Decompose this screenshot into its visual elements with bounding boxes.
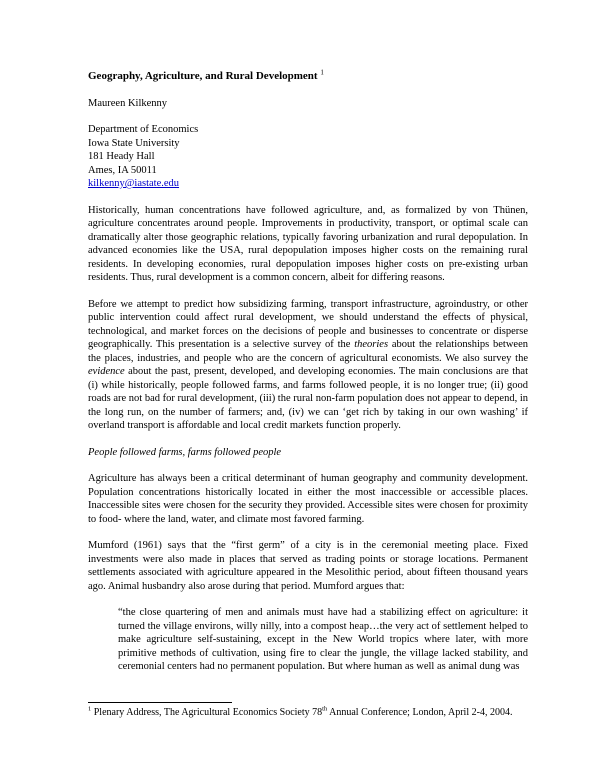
paragraph-agriculture: Agriculture has always been a critical determinant of human geography and community development. Population concentrations historically located in either the most inaccessible or accessible places. Inaccessible sites were chosen for the security they provided. Accessible sites were chosen for proximity to food- where the land, water, and climate most favored farming. bbox=[88, 473, 528, 525]
paragraph-survey bbox=[88, 298, 528, 433]
section-heading: People followed farms, farms followed people bbox=[88, 446, 282, 458]
footnote-text-after: Annual Conference; London, April 2-4, 2004. bbox=[327, 707, 513, 718]
author-address bbox=[88, 123, 528, 191]
footnote bbox=[88, 706, 528, 719]
address-university: Iowa State University bbox=[88, 137, 180, 149]
paragraph-mumford: Mumford (1961) says that the “first germ” of a city is in the ceremonial meeting place. Fixed investments were also made in places that served as trading points or storage locations. Permanent settlements associated with agriculture appeared in the Mesolithic period, about fifteen thousand years ago. Animal husbandry also arose during that period. Mumford argues that: bbox=[88, 540, 528, 592]
paragraph-abstract: Historically, human concentrations have followed agriculture, and, as formalized by von Thünen, agriculture concentrates around people. Improvements in productivity, transport, or optimal scale can dramatically alter those geographic relations, typically favoring urbanization and rural depopulation. In advanced economies like the USA, rural depopulation imposes higher costs on the remaining rural residents. In developing economies, rural depopulation imposes higher costs on pre-existing urban residents. Thus, rural development is a common concern, albeit for differing reasons. bbox=[88, 204, 528, 283]
footnote-ordinal: th bbox=[322, 705, 328, 713]
block-quote: “the close quartering of men and animals must have had a stabilizing effect on agriculture: it turned the village environs, willy nilly, into a compost heap…the very act of settlement helped to make agriculture self-sustaining, except in the New World tropics where later, with more primitive methods of cultivation, using fire to clear the jungle, the village lacked stability, and ceremonial centers had no permanent population. But where human as well as animal dung was bbox=[118, 607, 528, 672]
footnote-marker: 1 bbox=[88, 705, 92, 713]
address-street: 181 Heady Hall bbox=[88, 151, 155, 162]
emphasis-theories: theories bbox=[354, 339, 389, 350]
paper-title bbox=[88, 70, 528, 84]
author-name: Maureen Kilkenny bbox=[88, 97, 168, 109]
address-city: Ames, IA 50011 bbox=[88, 164, 157, 176]
document-page bbox=[88, 64, 528, 674]
paragraph-survey-part3: about the past, present, developed, and developing economies. The main conclusions are that (i) while historically, people followed farms, and farms followed people, it is no longer true; (ii) good roads are not bad for rural development, (iii) the rural non-farm population does not appear to depend, in the long run, on the number of farmers; and, (iv) we can ‘get rich by taking in our own washing’ if overland transport is affordable and local credit markets function properly. bbox=[88, 366, 528, 431]
footnote-text-before: Plenary Address, The Agricultural Economics Society 78 bbox=[91, 707, 323, 718]
emphasis-evidence: evidence bbox=[88, 366, 125, 377]
paragraph-survey-part2: about the relationships between the places, industries, and people who are the concern of agricultural economists. We also survey the bbox=[88, 339, 529, 364]
title-footnote-marker[interactable]: 1 bbox=[320, 68, 324, 77]
paper-title-text: Geography, Agriculture, and Rural Development bbox=[88, 70, 318, 82]
address-department: Department of Economics bbox=[88, 124, 199, 135]
footnote-divider bbox=[88, 702, 232, 703]
email-link[interactable]: kilkenny@iastate.edu bbox=[88, 178, 180, 189]
paragraph-survey-part1: Before we attempt to predict how subsidizing farming, transport infrastructure, agroindustry, or other public intervention could affect rural development, we should understand the effects of physical, technological, and market forces on the decisions of people and businesses to concentrate or disperse geographically. This presentation is a selective survey of the bbox=[88, 298, 528, 350]
